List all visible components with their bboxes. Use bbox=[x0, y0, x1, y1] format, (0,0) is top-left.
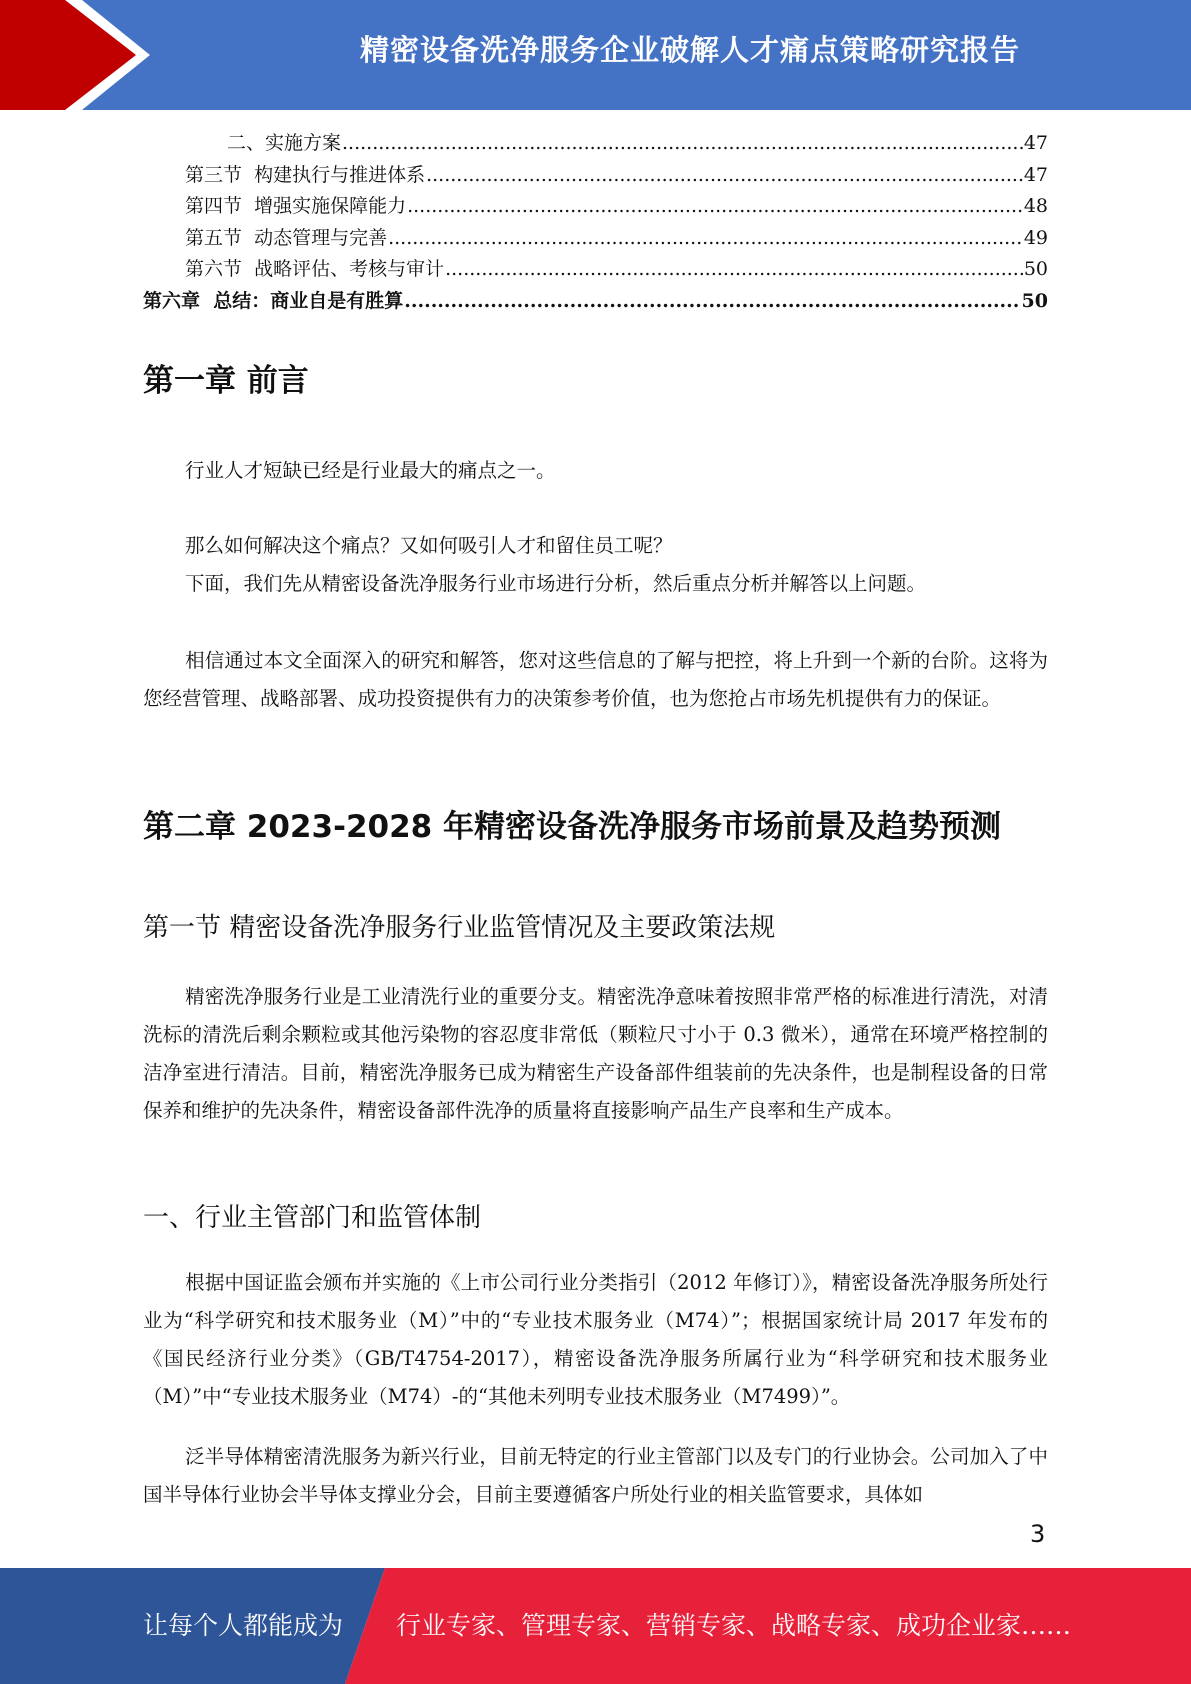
footer-slogan-right: 行业专家、管理专家、营销专家、战略专家、成功企业家…… bbox=[396, 1611, 1072, 1640]
section-heading: 第一节 精密设备洗净服务行业监管情况及主要政策法规 bbox=[143, 913, 776, 943]
paragraph bbox=[143, 642, 1048, 718]
paragraph bbox=[143, 527, 1048, 565]
toc-entry[interactable] bbox=[143, 128, 1048, 160]
table-of-contents bbox=[143, 128, 1048, 317]
footer-slogan-left: 让每个人都能成为 bbox=[143, 1611, 344, 1640]
chapter-heading: 第一章 前言 bbox=[143, 363, 309, 399]
toc-leader bbox=[342, 132, 1023, 154]
toc-entry[interactable] bbox=[143, 254, 1048, 286]
report-title: 精密设备洗净服务企业破解人才痛点策略研究报告 bbox=[359, 33, 1020, 67]
toc-entry-label: 第六节 战略评估、考核与审计 bbox=[185, 258, 445, 280]
toc-entry-page: 50 bbox=[1023, 258, 1048, 280]
paragraph-text: 那么如何解决这个痛点？又如何吸引人才和留住员工呢？ bbox=[185, 534, 673, 557]
paragraph-text: 下面，我们先从精密设备洗净服务行业市场进行分析，然后重点分析并解答以上问题。 bbox=[185, 572, 927, 595]
chapter-heading: 第二章 2023-2028 年精密设备洗净服务市场前景及趋势预测 bbox=[143, 809, 1002, 845]
toc-entry-label: 第五节 动态管理与完善 bbox=[185, 226, 388, 249]
toc-leader bbox=[388, 227, 1023, 249]
paragraph bbox=[143, 565, 1048, 603]
toc-entry-page: 47 bbox=[1023, 163, 1048, 186]
subsection-heading: 一、行业主管部门和监管体制 bbox=[143, 1203, 482, 1233]
paragraph bbox=[143, 978, 1048, 1130]
toc-entry-page: 49 bbox=[1023, 226, 1048, 249]
paragraph bbox=[143, 452, 1048, 490]
toc-entry-label: 第三节 构建执行与推进体系 bbox=[185, 163, 426, 186]
toc-entry-label: 第四节 增强实施保障能力 bbox=[185, 195, 407, 217]
paragraph bbox=[143, 1438, 1048, 1514]
toc-entry-page: 50 bbox=[1021, 289, 1048, 312]
toc-entry-page: 48 bbox=[1023, 195, 1048, 217]
toc-leader bbox=[426, 164, 1023, 186]
toc-entry[interactable] bbox=[143, 160, 1048, 192]
toc-leader bbox=[404, 290, 1020, 312]
toc-entry[interactable] bbox=[143, 191, 1048, 223]
toc-entry[interactable] bbox=[143, 286, 1048, 318]
page-number: 3 bbox=[1030, 1520, 1046, 1548]
paragraph-text: 根据中国证监会颁布并实施的《上市公司行业分类指引（2012 年修订）》，精密设备洗净服务所处行业为“科学研究和技术服务业（M）”中的“专业技术服务业（M74）”；根据国家统计局 2017 年发布的《国民经济行业分类》（GB/T4754-2017），精密设备洗净服务所属行业为“科学研究和技术服务业（M）”中“专业技术服务业（M74）-的“其他未列明专业技术服务业（M7499）”。 bbox=[143, 1271, 1048, 1408]
toc-entry[interactable] bbox=[143, 223, 1048, 255]
paragraph-text: 精密洗净服务行业是工业清洗行业的重要分支。精密洗净意味着按照非常严格的标准进行清洗，对清洗标的清洗后剩余颗粒或其他污染物的容忍度非常低（颗粒尺寸小于 0.3 微米），通常在环境严格控制的洁净室进行清洁。目前，精密洗净服务已成为精密生产设备部件组装前的先决条件，也是制程设备的日常保养和维护的先决条件，精密设备部件洗净的质量将直接影响产品生产良率和生产成本。 bbox=[143, 985, 1048, 1122]
page-header bbox=[0, 0, 1191, 110]
page-footer bbox=[0, 1568, 1191, 1684]
toc-entry-label: 第六章 总结：商业自是有胜算 bbox=[143, 289, 404, 312]
paragraph-text: 泛半导体精密清洗服务为新兴行业，目前无特定的行业主管部门以及专门的行业协会。公司加入了中国半导体行业协会半导体支撑业分会，目前主要遵循客户所处行业的相关监管要求，具体如 bbox=[143, 1445, 1048, 1506]
toc-entry-page: 47 bbox=[1023, 132, 1048, 154]
paragraph-text: 行业人才短缺已经是行业最大的痛点之一。 bbox=[185, 459, 556, 482]
toc-leader bbox=[407, 195, 1023, 217]
paragraph-text: 相信通过本文全面深入的研究和解答，您对这些信息的了解与把控，将上升到一个新的台阶。这将为您经营管理、战略部署、成功投资提供有力的决策参考价值，也为您抢占市场先机提供有力的保证。 bbox=[143, 649, 1048, 710]
toc-leader bbox=[445, 258, 1023, 280]
paragraph bbox=[143, 1264, 1048, 1416]
toc-entry-label: 二、实施方案 bbox=[227, 132, 342, 154]
